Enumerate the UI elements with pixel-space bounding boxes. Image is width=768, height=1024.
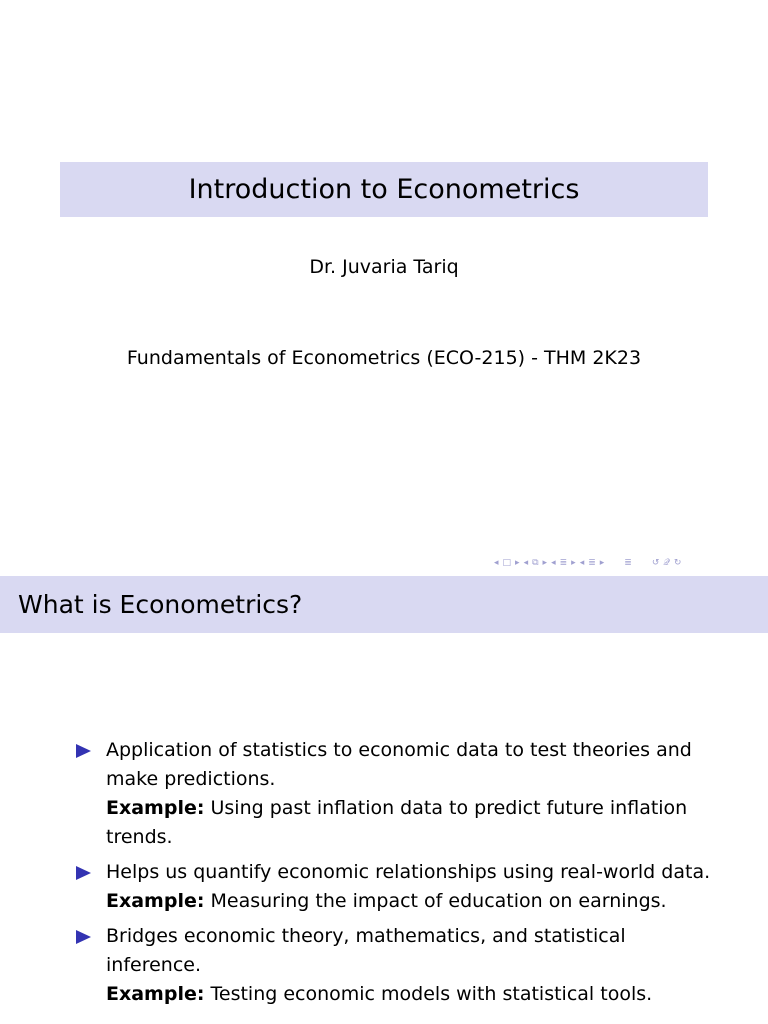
search-icon[interactable]: 𝒬 bbox=[663, 558, 670, 568]
frame-title: What is Econometrics? bbox=[18, 590, 303, 619]
frame-icon[interactable]: ⧉ bbox=[532, 558, 539, 568]
item-text: Helps us quantify economic relationships using real-world data. bbox=[106, 861, 711, 883]
example-text: Testing economic models with statistical tools. bbox=[210, 983, 653, 1005]
triangle-bullet-icon bbox=[76, 866, 91, 880]
appendix-icon[interactable]: ≣ bbox=[624, 558, 632, 568]
nav-next-section-icon[interactable]: ▸ bbox=[599, 558, 605, 568]
item-text: Bridges economic theory, mathematics, and statistical inference. bbox=[106, 925, 626, 976]
nav-prev-section-icon[interactable]: ◂ bbox=[579, 558, 585, 568]
nav-next-subsection-icon[interactable]: ▸ bbox=[571, 558, 576, 568]
presentation-title: Introduction to Econometrics bbox=[188, 174, 580, 205]
triangle-bullet-icon bbox=[76, 930, 91, 944]
nav-next-slide-icon[interactable]: ▸ bbox=[515, 558, 520, 568]
item-text: Application of statistics to economic data to test theories and make predictions. bbox=[106, 739, 692, 790]
nav-prev-subsection-icon[interactable]: ◂ bbox=[551, 558, 556, 568]
slide-icon[interactable]: □ bbox=[502, 558, 512, 568]
nav-next-frame-icon[interactable]: ▸ bbox=[542, 558, 548, 568]
bullet-list bbox=[76, 736, 726, 1015]
list-item bbox=[76, 922, 726, 1009]
nav-prev-slide-icon[interactable]: ◂ bbox=[494, 558, 499, 568]
example-label: Example: bbox=[106, 797, 205, 819]
back-icon[interactable]: ↺ bbox=[651, 558, 660, 568]
frame-title-bar bbox=[0, 576, 768, 633]
list-item bbox=[76, 858, 726, 916]
author-name: Dr. Juvaria Tariq bbox=[309, 256, 459, 278]
section-icon[interactable]: ≣ bbox=[588, 558, 596, 568]
example-label: Example: bbox=[106, 983, 205, 1005]
triangle-bullet-icon bbox=[76, 744, 91, 758]
example-label: Example: bbox=[106, 890, 205, 912]
subsection-icon[interactable]: ≣ bbox=[559, 558, 568, 568]
content-slide bbox=[0, 576, 768, 1024]
forward-icon[interactable]: ↻ bbox=[673, 558, 682, 568]
list-item bbox=[76, 736, 726, 852]
example-text: Measuring the impact of education on earnings. bbox=[210, 890, 667, 912]
presentation-title-box bbox=[60, 162, 708, 217]
nav-prev-frame-icon[interactable]: ◂ bbox=[523, 558, 529, 568]
beamer-navigation-bar bbox=[494, 556, 766, 570]
course-name: Fundamentals of Econometrics (ECO-215) - THM 2K23 bbox=[126, 347, 642, 369]
example-text: Using past inflation data to predict future inflation trends. bbox=[106, 797, 688, 848]
